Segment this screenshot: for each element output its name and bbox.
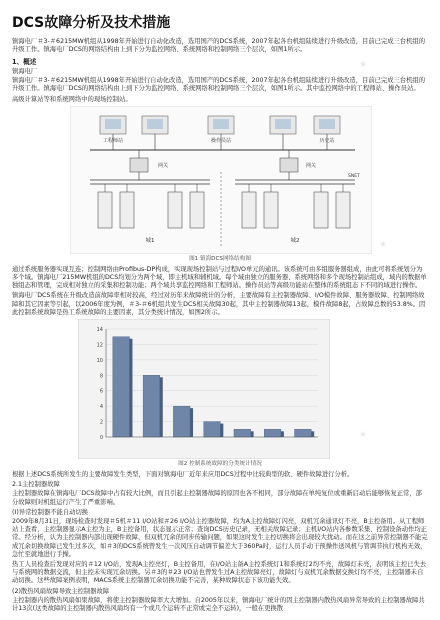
- label-domain-2: 城2: [290, 237, 300, 244]
- fault-stats-paragraph: 镇海电厂DCS系统在升级改造前故障率相对较高，经过对历年来故障统计的分析，主要故障有主控制器故障、I/O模件故障、服务器故障、控制网络故障和其它因素等引起，以2006年度为例，＃3-＃6机组共发生DCS相关故障30起，其中主控制器故障13起，模件故障8起，占故障总数的53.8%。因此控制系统故障是热工系统故障的主要因素，其分类统计情况，如图2所示。: [12, 292, 426, 316]
- label-snet: SNET: [348, 173, 360, 179]
- y-tick-label: 2: [99, 419, 103, 426]
- switch-failure-paragraph: 2009年8月31日，现场检查时发现＃5机＃11 I/O站和＃26 I/O站主控器故障，均为A主控故障灯闪亮，双机冗余通讯灯不亮，B主控备用。从工程师站上查看，主控制器显示A主控为主，B主控备用，状态显示正常；查询DCS历史记录，无相关故障记录；主机I/O站内各参数采集、控制设备动作均正常。经分析，认为主控制器内部出现硬件故障，但双机冗余的同步传输问题，如果这时发生主控切换将会出现较大扰动。而在这之前异常控制器不能完成冗余切换故障已发生过多次，如＃3的DCS系统曾发生一次风压自动调节偏差大于360Pa时，运行人员手动干预操作送风机与管调节执行机构无效，急忙至就地进行手操。: [12, 517, 428, 558]
- label-engineer-station: 工程师站: [102, 137, 124, 144]
- page-title: DCS故障分析及技术措施: [12, 15, 171, 31]
- network-diagram: [70, 106, 372, 254]
- bar: [113, 337, 130, 437]
- bar-side: [190, 408, 193, 437]
- overview-paragraph-2: 高级计算站等和系统网络中的现场控制站。: [12, 95, 132, 103]
- label-history-station: 历史站: [319, 137, 335, 144]
- subheading-switch-failure: (I)异常控制器不能自动切换: [12, 508, 89, 516]
- y-tick-label: 6: [99, 388, 103, 395]
- bar: [295, 429, 312, 437]
- fan-failure-paragraph: 主控制器内的散热风扇如果故障，将使主控制器故障率大大增加。自2005年以来，镇海电厂统计的因主控制器内散热风扇异常导致的主控制器故障共计13次(这类故障的主控制器内散热风扇均有一个或几个运转不正常或完全不运转)，一般在更换散: [12, 596, 425, 612]
- bar-side: [160, 377, 163, 437]
- bar-side: [281, 431, 284, 437]
- bar-side: [220, 424, 223, 437]
- label-gateway-1: 网关: [158, 162, 169, 169]
- bar: [204, 422, 221, 437]
- subheading-fan-failure: (2)散热风扇故障导致主控制器故障: [12, 587, 110, 595]
- figure-1-caption: 图1 镇海DCS网络结构图: [189, 255, 251, 262]
- section-heading-controller-fault: 2.1主控制器故障: [12, 481, 60, 489]
- overview-paragraph: 镇海电厂＃3-＃6215MW机组从1998年开始进行自动化改造，选用国产的DCS系统，2007年起各台机组陆续进行升级改造，目前已完成三台机组的升级工作。镇海电厂DCS的网络结构由上到下分为监控网络、系统网络和控制网络三个层次，如图1所示。其中监控网络中的工程师站、操作员站。: [12, 77, 425, 93]
- label-domain-1: 城1: [145, 237, 155, 244]
- y-tick-label: 8: [99, 373, 103, 380]
- section-subheading-plant: 镇海电厂: [12, 67, 38, 75]
- bar-side: [311, 431, 314, 437]
- y-tick-label: 12: [96, 342, 103, 349]
- label-operator-station: 操作员站: [210, 137, 232, 144]
- figure-2-caption: 图2 控制系统故障的分类统计情况: [178, 460, 262, 467]
- system-paragraph: 通过系统服务器实现互连；控制网络由Profibus-DP构成，实现现场控制站与过程I/O单元的通讯。该系统可由多组服务器组成，由此可将系统划分为多个域。镇海电厂215MW机组的DCS均划分为两个域，即主机域和辅机域。每个域由独立的服务器、系统网络和多个现场控制站组成，域内的数据单独组态和管理，完成相对独立的采集和控制功能；两个域共享监控网络和工程师站。操作员站等高级功能站在整体的系统组态下不同的域进行操作。: [12, 265, 427, 290]
- bar: [143, 375, 160, 437]
- y-tick-label: 0: [99, 434, 103, 441]
- bar: [173, 406, 190, 437]
- y-tick-label: 14: [96, 326, 103, 333]
- intro-paragraph: 镇海电厂＃3-＃6215MW机组从1998年开始进行自动化改造，选用国产的DCS系统，2007年起各台机组陆续进行升级改造，目前已完成三台机组的升级工作。镇海电厂DCS的网络结构由上到下分为监控网络、系统网络和控制网络三个层次，如图1所示。: [12, 38, 425, 54]
- bar-side: [251, 431, 254, 437]
- label-gateway-2: 网关: [306, 162, 317, 169]
- watermark: ✳: [358, 428, 369, 441]
- fault-bar-chart: [78, 319, 330, 459]
- controller-fault-paragraph: 主控制器故障在镇海电厂DCS故障中占有较大比例，而且引起主控制器故障的原因也各不相同，部分故障在单纯复位或重新启动后能够恢复正常，部分故障则对机组运行产生了严重影响。: [12, 490, 422, 506]
- bar: [234, 429, 251, 437]
- y-tick-label: 10: [96, 357, 103, 364]
- bar: [264, 429, 281, 437]
- switch-failure-paragraph-2: 热工人员检查后发现对应的＃12 I/O站，发现A主控亮灯，B主控备用，在I/O站主备A主控系统灯1和系统灯2均不亮，故障灯未亮，表明该主控已失去与系统网的数据交流，但主控未实现冗余切换。另＃3的＃23 I/O站也曾发生过A主控故障亮灯，故障灯与双机冗余数据交换灯均不亮，主控制器未自动切换。这些故障案例表明，MACS系统主控制器冗余切换功能不完善，某种故障状态下该功能失效。: [12, 560, 427, 585]
- section-heading-overview: 1、概述: [12, 58, 37, 67]
- watermark: ✳: [358, 58, 369, 71]
- watermark: ✳: [378, 238, 389, 251]
- bar-side: [129, 339, 132, 437]
- y-tick-label: 4: [99, 404, 103, 411]
- analysis-intro-paragraph: 根据上述DCS系统所发生的主要故障发生类型，下面对镇海电厂近年来应用DCS过程中比较典型的软、硬件故障进行分析。: [12, 470, 354, 478]
